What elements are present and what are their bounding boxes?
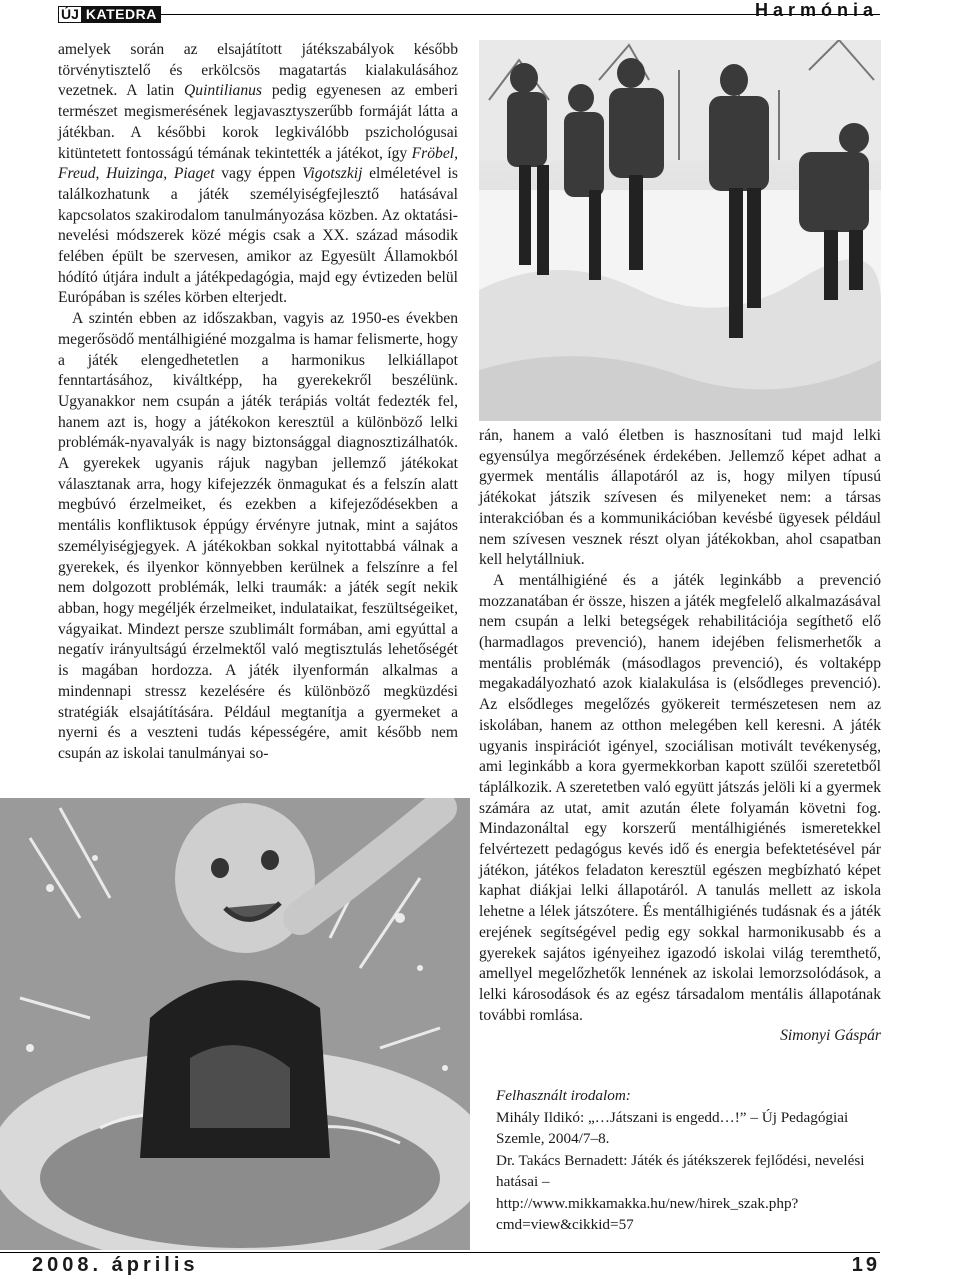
left-column — [58, 40, 458, 765]
photo-child-splashing — [0, 798, 470, 1250]
reference-1: Mihály Ildikó: „…Játszani is engedd…!” – Új Pedagógiai Szemle, 2004/7–8. — [496, 1108, 849, 1147]
right-paragraph-2: A mentálhigiéné és a játék leginkább a prevenció mozzanatában ér össze, hiszen a játék megfelelő alkalmazásával nem csupán a lelki betegségek rehabilitációja segíthető elő (harmadlagos prevenció), hanem idejében felismerhetők a mentális problémák (másodlagos prevenció), és voltaképp megakadályozható azok kialakulása is (elsődleges prevenció). Az elsődleges megelőzés gyökereit természetesen nem az iskolában, hanem az otthon melegében kell keresni. A játék ugyanis inspirációt igényel, szociálisan motivált tevékenység, ami leginkább a kora gyermekkorban kapott szülői szeretetből táplálkozik. A szeretetben való együtt játszás jelöli ki a gyermek számára az utat, amit azután élete folyamán követni fog. Mindazonáltal egy korszerű mentálhigiénés ismeretekkel felvértezett pedagógus kevés idő és energia befektetésével pár játékon, játékos feladaton keresztül egészen megbízható képet kaphat diákjai lelki állapotáról. A tanulás mellett az iskola lehetne a lélek játszótere. És mentálhigiénés tudásnak és a játék erejének segítségével pedig egy sokkal harmonikusabb és a gyerekek sajátos igényeihez igazodó iskolai világ teremthető, amellyel megelőzhetők lennének az iskolai lemorzsolódások, a lelki károsodások és az egész társadalom mentális állapotának további romlása. — [479, 571, 881, 1024]
name-quintilianus: Quintilianus — [184, 82, 262, 100]
reference-2-url: http://www.mikkamakka.hu/new/hirek_szak.php?cmd=view&cikkid=57 — [496, 1194, 799, 1233]
names-psychologists: Fröbel, Freud, Huizinga, Piaget — [58, 144, 458, 183]
photo-jumping-in-snow — [479, 40, 881, 421]
text-run: pedig egyenesen az emberi természet megismerésének legjavasztyszerűbb formáját látta a játékban. A későbbi korok legkiválóbb pszichológusai kitüntetett fontosságú témának tekintették a játékot, így — [58, 82, 458, 162]
reference-2: Dr. Takács Bernadett: Játék és játékszerek fejlődési, nevelési hatásai – — [496, 1151, 865, 1190]
text-run: vagy éppen — [214, 165, 303, 183]
left-paragraph-1 — [58, 40, 458, 309]
references-heading: Felhasznált irodalom: — [496, 1087, 631, 1104]
name-vigotszkij: Vigotszkij — [302, 165, 363, 183]
author-signature: Simonyi Gáspár — [780, 1027, 881, 1045]
footer-rule — [0, 1252, 880, 1253]
logo-katedra: KATEDRA — [82, 6, 161, 23]
text-run: elméletével is találkozhatunk a játék személyiségfejlesztő hatásával kapcsolatos szakirodalom tanulmányozása közben. Az oktatási-nevelési módszerek közé mégis csak a XX. század második felében épült be szervesen, amikor az Egyesült Államokból hódító útjára indult a játékpedagógia, majd egy évtizeden belül Európában is széles körben elterjedt. — [58, 165, 458, 307]
right-paragraph-1: rán, hanem a való életben is hasznosítani tud majd lelki egyensúlya megőrzésének érdekében. Jellemző képet adhat a gyermek mentális állapotáról az is, hogy milyen típusú játékokat játszik szívesen és milyeneket nem: a társas interakcióban és a kommunikációban kevésbé ügyesek például nem szívesen vesznek részt olyan játékokban, ahol csapatban kell helytállniuk. — [479, 427, 881, 569]
left-paragraph-2: A szintén ebben az időszakban, vagyis az 1950-es években megerősödő mentálhigiéné mozgalma is hamar felismerte, hogy a játék elengedhetetlen a harmonikus lelkiállapot fenntartásához, kiváltképp, ha gyerekekről beszélünk. Ugyanakkor nem csupán a játék terápiás voltát fedezték fel, hanem azt is, hogy a játékokon keresztül a különböző lelki problémák-nyavalyák is nagy biztonsággal diagnosztizálhatók. A gyerekek ugyanis rájuk nagyban jellemző játékokat választanak arra, hogy kifejezzék önmagukat és a felszín alatt megbúvó érzelmeiket, és ezekben a kifejeződésekben a mentális konfliktusok éppúgy érvényre jutnak, mint a sajátos személyiségjegyek. A játékokban sokkal nyitottabbá válnak a gyerekek, és ilyenkor könnyebben kerülnek a felszínre a fel nem dolgozott problémák, lelki traumák: a játék segít nekik abban, hogy megéljék érzelmeiket, indulataikat, feszültségeiket, vágyaikat. Mindezt persze szublimált formában, ami egyúttal a negatív irányultságú érzelmektől való megtisztulás lehetőségét is magában hordozza. A játék ilyenformán alkalmas a mindennapi stressz kezelésére és különböző megküzdési stratégiák elsajátítására. Például megtanítja a gyermeket a nyerni és a veszteni tudás képességére, amit később nem csupán az iskolai tanulmányai so- — [58, 310, 458, 762]
references — [496, 1085, 881, 1236]
katedra-logo — [58, 5, 161, 24]
text-run: amelyek során az elsajátított játékszabályok később törvénytisztelő és erkölcsös magatartás kialakulásához vezetnek. A latin — [58, 41, 458, 100]
right-column — [479, 426, 881, 1047]
section-title: Harmónia — [754, 0, 878, 20]
issue-date: 2008. április — [32, 1254, 199, 1276]
page-number: 19 — [851, 1254, 880, 1276]
logo-uj: ÚJ — [58, 6, 82, 23]
